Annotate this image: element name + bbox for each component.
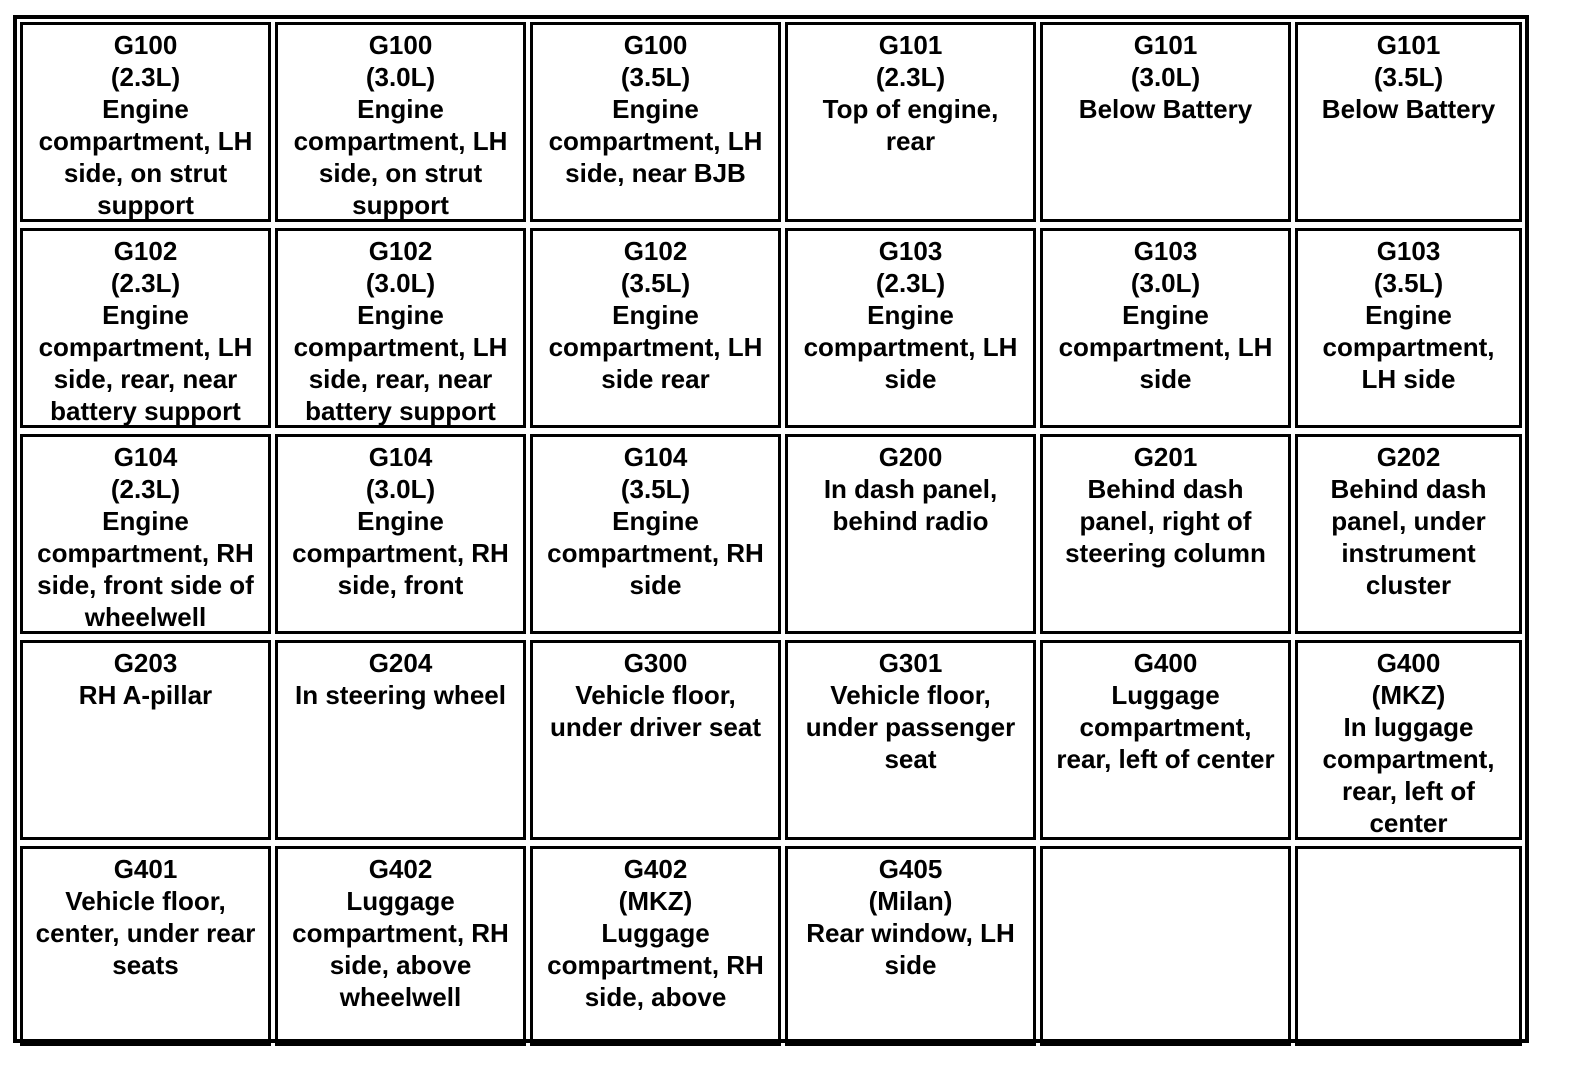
cell-text-line: support <box>97 190 194 220</box>
table-cell <box>1040 22 1291 222</box>
cell-text-line: side, front <box>337 570 464 600</box>
cell-text-line: (3.0L) <box>1130 268 1201 298</box>
cell-text-line: wheelwell <box>84 602 207 632</box>
cell-text-line: Engine <box>1365 300 1452 330</box>
cell-text-line: side, rear, near <box>308 364 493 394</box>
table-cell <box>530 228 781 428</box>
cell-text-line: Engine <box>1122 300 1209 330</box>
cell-text-line: (3.5L) <box>620 62 691 92</box>
cell-text-line: support <box>352 190 449 220</box>
table-cell <box>275 846 526 1046</box>
ground-id: G400 <box>1133 648 1198 678</box>
cell-text-line: compartment, RH <box>292 538 509 568</box>
cell-text-line: panel, under <box>1331 506 1486 536</box>
cell-text-line: Engine <box>612 94 699 124</box>
cell-text-line: compartment, LH <box>1058 332 1273 362</box>
cell-text-line: (MKZ) <box>618 886 693 916</box>
ground-id: G104 <box>368 442 433 472</box>
cell-text-line: LH side <box>1361 364 1456 394</box>
cell-text-line: Below Battery <box>1078 94 1253 124</box>
ground-id: G101 <box>1133 30 1198 60</box>
ground-id: G402 <box>368 854 433 884</box>
cell-text-line: compartment, LH <box>548 332 763 362</box>
cell-text-line: Engine <box>102 506 189 536</box>
cell-text-line: instrument <box>1341 538 1476 568</box>
ground-id: G405 <box>878 854 943 884</box>
ground-id: G102 <box>623 236 688 266</box>
cell-text-line: compartment, <box>1322 332 1495 362</box>
table-cell <box>530 846 781 1046</box>
cell-text-line: In dash panel, <box>823 474 998 504</box>
cell-text-line: compartment, RH <box>292 918 509 948</box>
cell-text-line: under driver seat <box>550 712 761 742</box>
ground-id: G101 <box>878 30 943 60</box>
cell-text-line: cluster <box>1365 570 1452 600</box>
ground-id: G202 <box>1376 442 1441 472</box>
cell-text-line: seats <box>112 950 179 980</box>
ground-id: G103 <box>1133 236 1198 266</box>
ground-id: G400 <box>1376 648 1441 678</box>
cell-text-line: side <box>1139 364 1192 394</box>
table-cell <box>20 846 271 1046</box>
table-cell <box>530 640 781 840</box>
table-cell <box>530 22 781 222</box>
ground-id: G301 <box>878 648 943 678</box>
cell-text-line: (3.0L) <box>365 474 436 504</box>
cell-text-line: Behind dash <box>1087 474 1244 504</box>
ground-id: G102 <box>113 236 178 266</box>
cell-text-line: rear <box>885 126 936 156</box>
table-cell <box>1040 640 1291 840</box>
cell-text-line: Engine <box>867 300 954 330</box>
cell-text-line: (2.3L) <box>875 268 946 298</box>
cell-text-line: (2.3L) <box>875 62 946 92</box>
cell-text-line: compartment, LH <box>548 126 763 156</box>
table-cell <box>1295 228 1522 428</box>
table-cell <box>1040 434 1291 634</box>
cell-text-line: under passenger <box>805 712 1016 742</box>
table-cell <box>785 228 1036 428</box>
cell-text-line: seat <box>884 744 937 774</box>
ground-id: G204 <box>368 648 433 678</box>
cell-text-line: side, above <box>584 982 727 1012</box>
table-cell <box>20 22 271 222</box>
cell-text-line: Engine <box>357 300 444 330</box>
table-cell <box>1295 22 1522 222</box>
cell-text-line: compartment, LH <box>803 332 1018 362</box>
ground-id: G300 <box>623 648 688 678</box>
cell-text-line: Luggage <box>346 886 455 916</box>
cell-text-line: side <box>884 950 937 980</box>
cell-text-line: center <box>1369 808 1448 838</box>
table-cell <box>1295 434 1522 634</box>
table-cell <box>275 640 526 840</box>
ground-id: G104 <box>623 442 688 472</box>
cell-text-line: (2.3L) <box>110 268 181 298</box>
cell-text-line: panel, right of <box>1079 506 1252 536</box>
cell-text-line: Vehicle floor, <box>575 680 736 710</box>
table-cell <box>785 640 1036 840</box>
ground-id: G203 <box>113 648 178 678</box>
cell-text-line: side <box>884 364 937 394</box>
cell-text-line: Luggage <box>1111 680 1220 710</box>
cell-text-line: wheelwell <box>339 982 462 1012</box>
cell-text-line: (2.3L) <box>110 62 181 92</box>
cell-text-line: Below Battery <box>1321 94 1496 124</box>
cell-text-line: battery support <box>50 396 241 426</box>
cell-text-line: side, on strut <box>318 158 483 188</box>
cell-text-line: (3.5L) <box>620 474 691 504</box>
ground-id: G100 <box>368 30 433 60</box>
cell-text-line: (3.5L) <box>1373 62 1444 92</box>
cell-text-line: behind radio <box>832 506 989 536</box>
cell-text-line: (3.0L) <box>365 62 436 92</box>
cell-text-line: (3.0L) <box>1130 62 1201 92</box>
cell-text-line: Engine <box>102 300 189 330</box>
table-cell <box>1040 228 1291 428</box>
cell-text-line: (Milan) <box>868 886 953 916</box>
ground-id: G402 <box>623 854 688 884</box>
cell-text-line: Behind dash <box>1330 474 1487 504</box>
table-cell <box>20 228 271 428</box>
cell-text-line: Engine <box>612 506 699 536</box>
cell-text-line: (MKZ) <box>1371 680 1446 710</box>
cell-text-line: Vehicle floor, <box>830 680 991 710</box>
ground-id: G103 <box>1376 236 1441 266</box>
cell-text-line: center, under rear <box>35 918 256 948</box>
cell-text-line: Rear window, LH <box>806 918 1015 948</box>
cell-text-line: In steering wheel <box>295 680 506 710</box>
cell-text-line: Engine <box>102 94 189 124</box>
table-cell <box>275 228 526 428</box>
ground-locations-table <box>13 15 1529 1043</box>
cell-text-line: battery support <box>305 396 496 426</box>
cell-text-line: RH A-pillar <box>78 680 213 710</box>
cell-text-line: compartment, LH <box>38 332 253 362</box>
cell-text-line: compartment, RH <box>37 538 254 568</box>
table-cell <box>275 22 526 222</box>
cell-text-line: compartment, LH <box>293 332 508 362</box>
cell-text-line: rear, left of <box>1342 776 1475 806</box>
ground-id: G100 <box>623 30 688 60</box>
ground-id: G101 <box>1376 30 1441 60</box>
cell-text-line: compartment, LH <box>293 126 508 156</box>
cell-text-line: Luggage <box>601 918 710 948</box>
cell-text-line: Engine <box>357 94 444 124</box>
cell-text-line: Top of engine, <box>822 94 999 124</box>
cell-text-line: rear, left of center <box>1056 744 1275 774</box>
table-cell <box>785 846 1036 1046</box>
table-cell <box>530 434 781 634</box>
cell-text-line: side rear <box>601 364 710 394</box>
cell-text-line: (3.5L) <box>620 268 691 298</box>
table-cell <box>20 434 271 634</box>
cell-text-line: In luggage <box>1343 712 1474 742</box>
cell-text-line: compartment, <box>1079 712 1252 742</box>
ground-id: G201 <box>1133 442 1198 472</box>
cell-text-line: Vehicle floor, <box>65 886 226 916</box>
cell-text-line: Engine <box>357 506 444 536</box>
cell-text-line: compartment, LH <box>38 126 253 156</box>
cell-text-line: side, front side of <box>37 570 254 600</box>
cell-text-line: (3.5L) <box>1373 268 1444 298</box>
cell-text-line: side, on strut <box>63 158 228 188</box>
cell-text-line: side, near BJB <box>565 158 746 188</box>
cell-text-line: Engine <box>612 300 699 330</box>
table-cell <box>785 434 1036 634</box>
cell-text-line: compartment, <box>1322 744 1495 774</box>
ground-id: G200 <box>878 442 943 472</box>
table-cell <box>20 640 271 840</box>
cell-text-line: side, rear, near <box>53 364 238 394</box>
ground-id: G103 <box>878 236 943 266</box>
table-cell <box>1295 640 1522 840</box>
cell-text-line: side, above <box>329 950 472 980</box>
cell-text-line: compartment, RH <box>547 538 764 568</box>
ground-id: G100 <box>113 30 178 60</box>
table-cell <box>1040 846 1291 1046</box>
ground-id: G102 <box>368 236 433 266</box>
ground-id: G401 <box>113 854 178 884</box>
ground-id: G104 <box>113 442 178 472</box>
cell-text-line: (3.0L) <box>365 268 436 298</box>
cell-text-line: side <box>629 570 682 600</box>
cell-text-line: (2.3L) <box>110 474 181 504</box>
cell-text-line: steering column <box>1065 538 1266 568</box>
cell-text-line: compartment, RH <box>547 950 764 980</box>
table-cell <box>275 434 526 634</box>
table-cell <box>1295 846 1522 1046</box>
table-cell <box>785 22 1036 222</box>
